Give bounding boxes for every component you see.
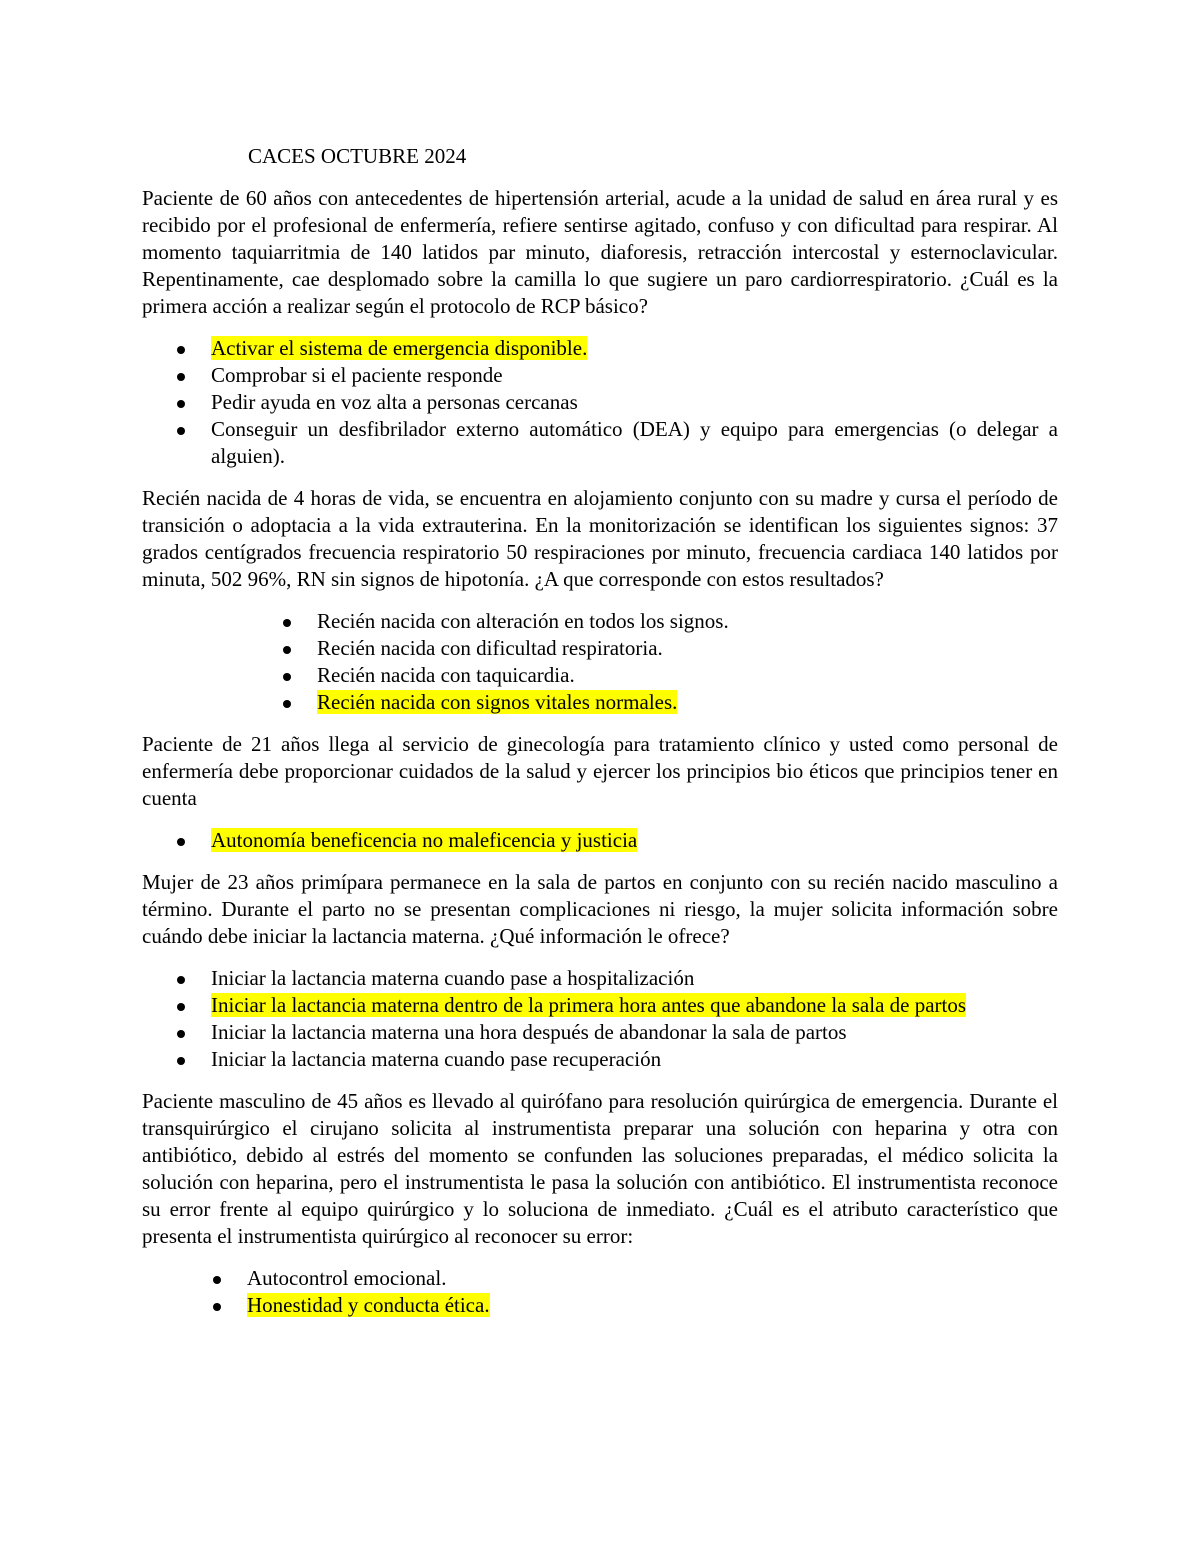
- highlighted-answer: Iniciar la lactancia materna dentro de la primera hora antes que abandone la sala de partos: [211, 993, 967, 1017]
- question-4-stem: Mujer de 23 años primípara permanece en la sala de partos en conjunto con su recién nacido masculino a término. Durante el parto no se presentan complicaciones ni riesgo, la mujer solicita información sobre cuándo debe iniciar la lactancia materna. ¿Qué información le ofrece?: [142, 870, 1058, 948]
- option-text: Autocontrol emocional.: [247, 1266, 447, 1290]
- bullet-icon: [283, 646, 291, 654]
- option-text: Iniciar la lactancia materna cuando pase a hospitalización: [211, 966, 695, 990]
- question-1-stem: Paciente de 60 años con antecedentes de hipertensión arterial, acude a la unidad de salud en área rural y es recibido por el profesional de enfermería, refiere sentirse agitado, confuso y con dificultad para respirar. Al momento taquiarritmia de 140 latidos par minuto, diaforesis, retracción intercostal y esternoclavicular. Repentinamente, cae desplomado sobre la camilla lo que sugiere un paro cardiorrespiratorio. ¿Cuál es la primera acción a realizar según el protocolo de RCP básico?: [142, 186, 1058, 318]
- bullet-icon: [177, 838, 185, 846]
- bullet-icon: [177, 373, 185, 381]
- question-5-option-2: [142, 1292, 1058, 1319]
- question-2-options: [142, 608, 1058, 716]
- option-text: Recién nacida con dificultad respiratoria.: [317, 636, 663, 660]
- highlighted-answer: Honestidad y conducta ética.: [247, 1293, 490, 1317]
- highlighted-answer: Activar el sistema de emergencia disponible.: [211, 336, 588, 360]
- option-text: Pedir ayuda en voz alta a personas cercanas: [211, 390, 578, 414]
- highlighted-answer: Recién nacida con signos vitales normales.: [317, 690, 678, 714]
- question-5-options: [142, 1265, 1058, 1319]
- option-text: Recién nacida con taquicardia.: [317, 663, 575, 687]
- question-5-stem: Paciente masculino de 45 años es llevado al quirófano para resolución quirúrgica de emergencia. Durante el transquirúrgico el cirujano solicita al instrumentista preparar una solución con heparina y otra con antibiótico, debido al estrés del momento se confunden las soluciones preparadas, el médico solicita la solución con heparina, pero el instrumentista le pasa la solución con antibiótico. El instrumentista reconoce su error frente al equipo quirúrgico y lo soluciona de inmediato. ¿Cuál es el atributo característico que presenta el instrumentista quirúrgico al reconocer su error:: [142, 1089, 1058, 1248]
- question-1-option-4: [142, 416, 1058, 470]
- option-text: Recién nacida con alteración en todos los signos.: [317, 609, 729, 633]
- bullet-icon: [177, 976, 185, 984]
- question-3-stem: Paciente de 21 años llega al servicio de ginecología para tratamiento clínico y usted como personal de enfermería debe proporcionar cuidados de la salud y ejercer los principios bio éticos que principios tener en cuenta: [142, 732, 1058, 810]
- question-4-options: [142, 965, 1058, 1073]
- option-text: Iniciar la lactancia materna cuando pase recuperación: [211, 1047, 662, 1071]
- question-2-stem: Recién nacida de 4 horas de vida, se encuentra en alojamiento conjunto con su madre y cursa el período de transición o adoptacia a la vida extrauterina. En la monitorización se identifican los siguientes signos: 37 grados centígrados frecuencia respiratorio 50 respiraciones por minuto, frecuencia cardiaca 140 latidos por minuta, 502 96%, RN sin signos de hipotonía. ¿A que corresponde con estos resultados?: [142, 486, 1058, 591]
- question-1-option-1: [142, 335, 1058, 362]
- bullet-icon: [283, 700, 291, 708]
- question-2-option-4: [142, 689, 1058, 716]
- bullet-icon: [177, 1057, 185, 1065]
- bullet-icon: [177, 400, 185, 408]
- bullet-icon: [283, 619, 291, 627]
- question-1-option-3: [142, 389, 1058, 416]
- bullet-icon: [213, 1276, 221, 1284]
- document-content: [142, 143, 1058, 1334]
- bullet-icon: [213, 1303, 221, 1311]
- highlighted-answer: Autonomía beneficencia no maleficencia y justicia: [211, 828, 638, 852]
- bullet-icon: [177, 1030, 185, 1038]
- question-4-option-3: [142, 1019, 1058, 1046]
- question-4-option-2: [142, 992, 1058, 1019]
- question-3-option-1: [142, 827, 1058, 854]
- bullet-icon: [177, 346, 185, 354]
- question-2-option-3: [142, 662, 1058, 689]
- bullet-icon: [177, 427, 185, 435]
- question-2-option-1: [142, 608, 1058, 635]
- question-1-option-2: [142, 362, 1058, 389]
- question-2-option-2: [142, 635, 1058, 662]
- bullet-icon: [283, 673, 291, 681]
- question-1-options: [142, 335, 1058, 470]
- bullet-icon: [177, 1003, 185, 1011]
- question-4-option-1: [142, 965, 1058, 992]
- option-text: Comprobar si el paciente responde: [211, 363, 503, 387]
- option-text: Conseguir un desfibrilador externo automático (DEA) y equipo para emergencias (o delegar a alguien).: [211, 417, 1058, 468]
- question-5-option-1: [142, 1265, 1058, 1292]
- question-4-option-4: [142, 1046, 1058, 1073]
- option-text: Iniciar la lactancia materna una hora después de abandonar la sala de partos: [211, 1020, 847, 1044]
- question-3-options: [142, 827, 1058, 854]
- document-title: CACES OCTUBRE 2024: [248, 144, 467, 168]
